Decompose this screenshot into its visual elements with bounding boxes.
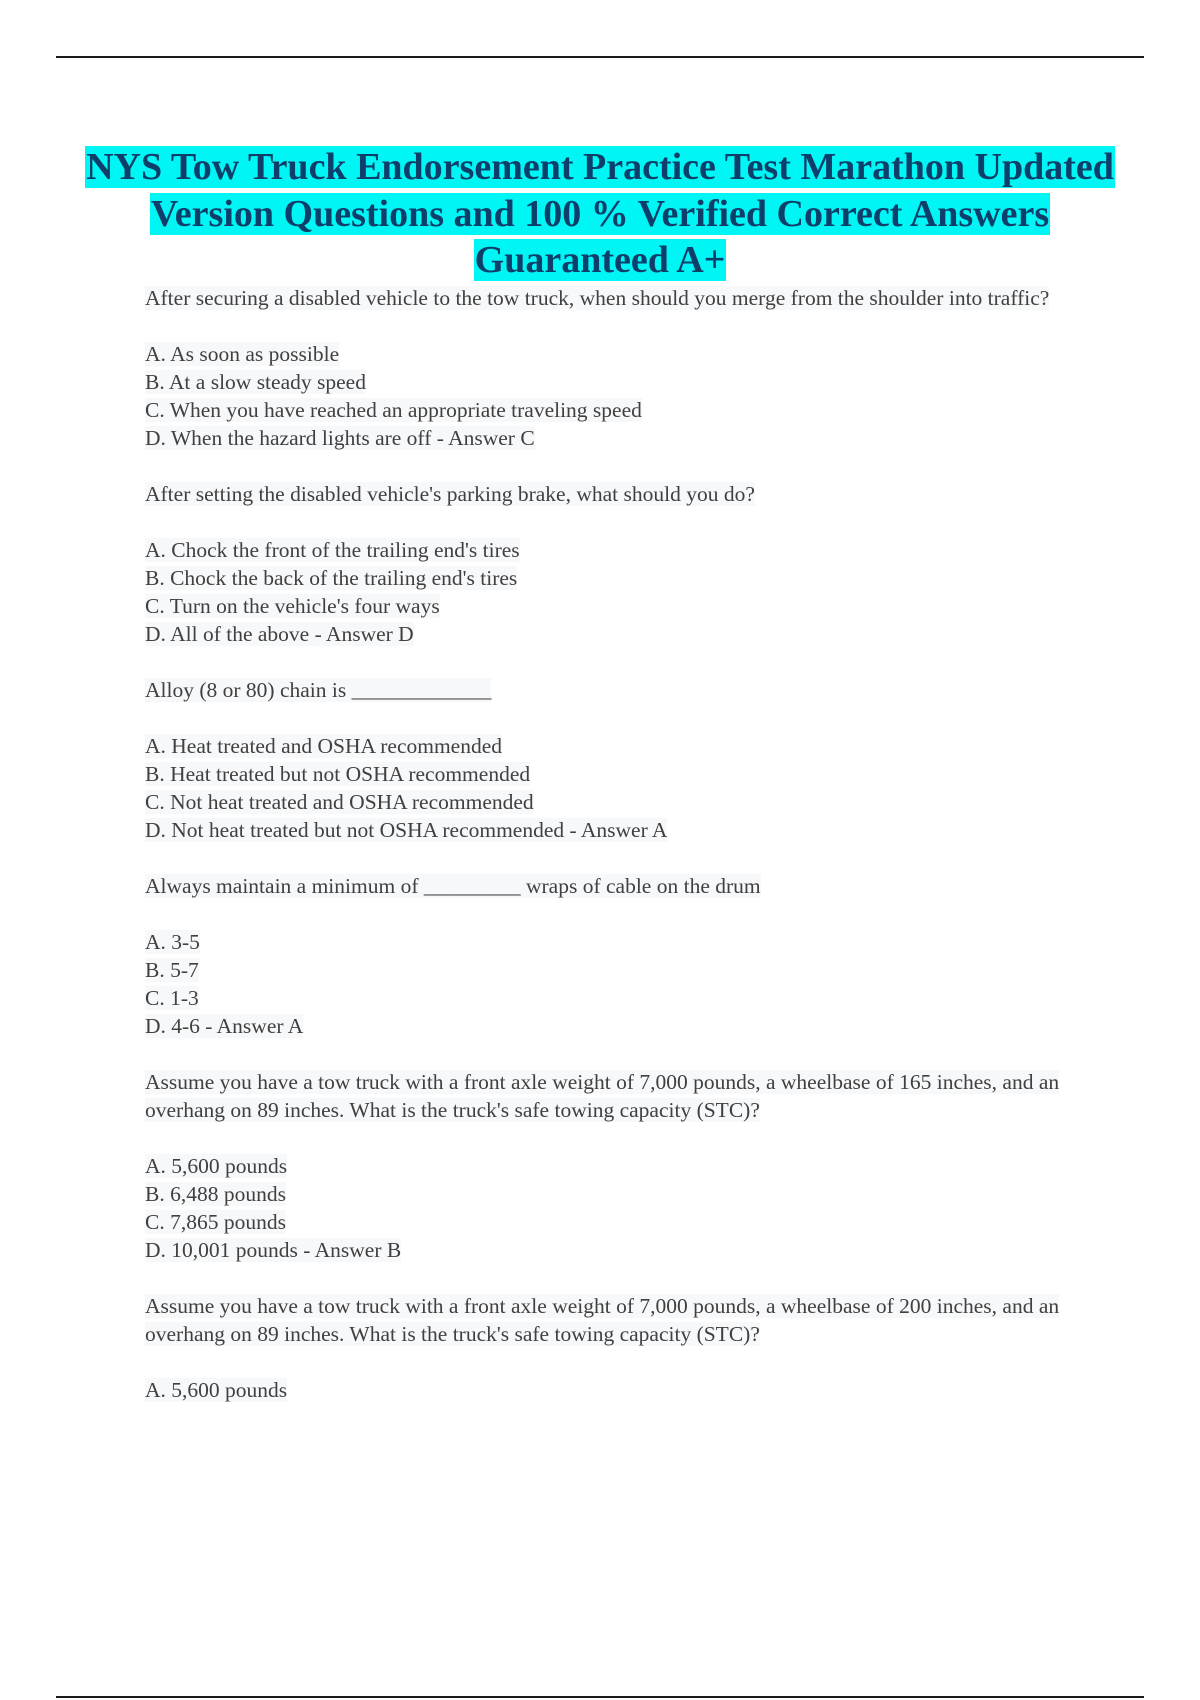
question-text: After securing a disabled vehicle to the tow truck, when should you merge from the shoulder into traffic? [145,286,1050,310]
option-d-answer: D. Not heat treated but not OSHA recommended - Answer A [145,818,668,842]
question-2 [145,480,1095,648]
question-text: Always maintain a minimum of _________ wraps of cable on the drum [145,874,761,898]
question-1 [145,284,1095,452]
option-d-answer: D. When the hazard lights are off - Answer C [145,426,535,450]
question-text: Assume you have a tow truck with a front axle weight of 7,000 pounds, a wheelbase of 200 inches, and an overhang on 89 inches. What is the truck's safe towing capacity (STC)? [145,1294,1060,1346]
question-list [145,284,1095,1432]
bottom-rule [56,1696,1144,1698]
option-d-answer: D. 10,001 pounds - Answer B [145,1238,402,1262]
option-b: B. 6,488 pounds [145,1182,286,1206]
option-b: B. 5-7 [145,958,199,982]
document-title-text: NYS Tow Truck Endorsement Practice Test Marathon Updated Version Questions and 100 % Verified Correct Answers Guaranteed A+ [86,146,1114,281]
option-c: C. When you have reached an appropriate traveling speed [145,398,642,422]
option-b: B. Chock the back of the trailing end's tires [145,566,518,590]
option-a: A. 5,600 pounds [145,1154,288,1178]
option-b: B. Heat treated but not OSHA recommended [145,762,531,786]
option-c: C. Turn on the vehicle's four ways [145,594,440,618]
question-6 [145,1292,1095,1404]
question-3 [145,676,1095,844]
option-d-answer: D. 4-6 - Answer A [145,1014,304,1038]
option-a: A. Heat treated and OSHA recommended [145,734,503,758]
option-d-answer: D. All of the above - Answer D [145,622,414,646]
option-a: A. Chock the front of the trailing end's tires [145,538,520,562]
option-b: B. At a slow steady speed [145,370,366,394]
top-rule [56,56,1144,58]
question-text: Assume you have a tow truck with a front axle weight of 7,000 pounds, a wheelbase of 165 inches, and an overhang on 89 inches. What is the truck's safe towing capacity (STC)? [145,1070,1060,1122]
option-c: C. Not heat treated and OSHA recommended [145,790,534,814]
question-4 [145,872,1095,1040]
option-a: A. 3-5 [145,930,200,954]
question-text: After setting the disabled vehicle's parking brake, what should you do? [145,482,755,506]
option-a: A. 5,600 pounds [145,1378,288,1402]
document-title [60,144,1140,284]
question-text: Alloy (8 or 80) chain is _____________ [145,678,492,702]
option-c: C. 1-3 [145,986,199,1010]
option-c: C. 7,865 pounds [145,1210,286,1234]
option-a: A. As soon as possible [145,342,340,366]
question-5 [145,1068,1095,1264]
